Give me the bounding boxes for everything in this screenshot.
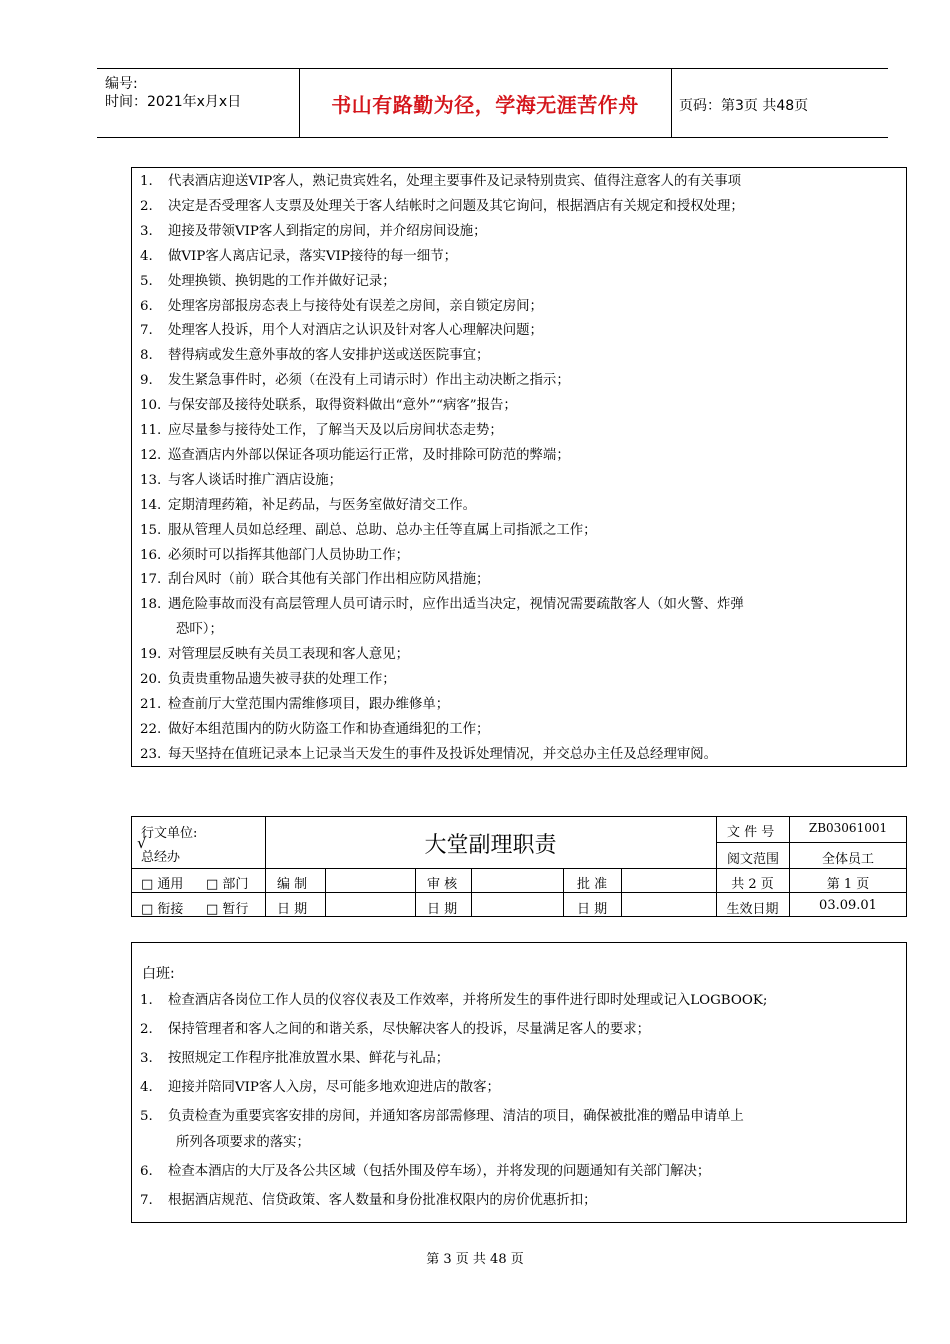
day-shift-item-number: 4. — [140, 1080, 153, 1095]
duty-item-text: 迎接及带领VIP客人到指定的房间，并介绍房间设施； — [168, 223, 487, 239]
duty-item-number: 12. — [140, 447, 162, 463]
day-shift-item-text: 检查本酒店的大厅及各公共区域（包括外围及停车场），并将发现的问题通知有关部门解决； — [168, 1164, 711, 1179]
duty-item — [140, 224, 487, 240]
duty-item-continuation: 恐吓）； — [176, 622, 223, 638]
duty-item-text: 发生紧急事件时，必须（在没有上司请示时）作出主动决断之指示； — [168, 373, 570, 389]
duty-item — [140, 299, 543, 315]
day-shift-item — [140, 1080, 500, 1096]
day-shift-item-text: 保持管理者和客人之间的和谐关系，尽快解决客人的投诉，尽量满足客人的要求； — [168, 1022, 651, 1037]
duty-item-number: 7. — [140, 323, 153, 339]
checkbox-general[interactable]: □ 通用 — [141, 877, 184, 892]
duty-item-text: 代表酒店迎送VIP客人，熟记贵宾姓名，处理主要事件及记录特别贵宾、值得注意客人的有关事项 — [168, 174, 741, 189]
duty-item-number: 3. — [140, 223, 153, 239]
duty-item-number: 19. — [140, 647, 162, 663]
day-shift-item-text: 检查酒店各岗位工作人员的仪容仪表及工作效率，并将所发生的事件进行即时处理或记入LOGBOOK; — [168, 993, 768, 1008]
page-header — [97, 68, 888, 138]
file-no: ZB03061001 — [808, 821, 888, 835]
doc-info-table — [131, 816, 907, 917]
duty-item-text: 做好本组范围内的防火防盗工作和协查通缉犯的工作； — [168, 721, 490, 737]
day-shift-item-text: 迎接并陪同VIP客人入房，尽可能多地欢迎进店的散客； — [168, 1080, 500, 1095]
duty-item — [140, 448, 570, 464]
duty-item-text: 必须时可以指挥其他部门人员协助工作； — [168, 547, 410, 563]
duty-item — [140, 199, 744, 215]
day-shift-item — [140, 1022, 650, 1038]
duty-item-text: 对管理层反映有关员工表现和客人意见； — [168, 647, 410, 663]
day-shift-item-text: 根据酒店规范、信贷政策、客人数量和身份批准权限内的房价优惠折扣； — [168, 1193, 597, 1208]
day-shift-item-text: 按照规定工作程序批准放置水果、鲜花与礼品； — [168, 1051, 450, 1066]
duty-item-number: 6. — [140, 298, 153, 314]
duty-item — [140, 548, 409, 564]
duty-item — [140, 722, 489, 738]
effective-label: 生效日期 — [726, 902, 779, 917]
review-date-label: 日 期 — [427, 902, 458, 917]
duty-item-text: 与客人谈话时推广酒店设施； — [168, 472, 343, 488]
duty-item-number: 14. — [140, 497, 162, 513]
duty-item-number: 4. — [140, 248, 153, 264]
duty-item-text: 与保安部及接待处联系，取得资料做出“意外”“病客”报告； — [168, 398, 517, 414]
day-shift-item-number: 5. — [140, 1109, 153, 1124]
duty-item-number: 16. — [140, 547, 162, 563]
duty-item — [140, 249, 457, 265]
code-label: 编号: — [105, 76, 138, 92]
review-label: 审 核 — [427, 877, 458, 892]
scope-value: 全体员工 — [821, 852, 874, 867]
duty-item-text: 刮台风时（前）联合其他有关部门作出相应防风措施； — [168, 572, 490, 588]
duty-item-text: 巡查酒店内外部以保证各项功能运行正常，及时排除可防范的弊端； — [168, 447, 570, 463]
page-no: 第 1 页 — [826, 877, 870, 892]
checkbox-dept[interactable]: □ 部门 — [206, 877, 249, 892]
duty-item — [140, 697, 449, 713]
motto: 书山有路勤为径，学海无涯苦作舟 — [331, 93, 639, 117]
duty-item — [140, 572, 489, 588]
day-shift-item — [140, 993, 767, 1009]
duty-item — [140, 473, 342, 489]
effective-date: 03.09.01 — [819, 898, 877, 913]
checkbox-link[interactable]: □ 衔接 — [141, 902, 184, 917]
duty-item — [140, 597, 744, 613]
time-label: 时间：2021年x月x日 — [105, 94, 242, 110]
duty-item-number: 22. — [140, 721, 162, 737]
duty-item-text: 处理客房部报房态表上与接待处有误差之房间，亲自锁定房间； — [168, 298, 543, 314]
duty-item — [140, 647, 409, 663]
approve-label: 批 准 — [577, 877, 608, 892]
duty-item-number: 10. — [140, 398, 162, 414]
duty-item — [140, 373, 570, 389]
day-shift-item-number: 1. — [140, 993, 153, 1008]
page-info: 页码：第3页 共48页 — [679, 98, 809, 114]
duty-item — [140, 348, 489, 364]
file-no-label: 文 件 号 — [727, 825, 775, 840]
duty-item — [140, 174, 741, 190]
duty-item-number: 23. — [140, 746, 162, 762]
duty-item-number: 5. — [140, 273, 153, 289]
duty-item-number: 13. — [140, 472, 162, 488]
total-pages: 共 2 页 — [731, 877, 774, 892]
duty-item — [140, 523, 597, 539]
duty-item-text: 做VIP客人离店记录，落实VIP接待的每一细节； — [168, 248, 457, 264]
day-shift-item-number: 7. — [140, 1193, 153, 1208]
day-shift-box — [131, 942, 907, 1223]
unit-value: 总经办 — [141, 850, 181, 865]
check-mark: √ — [137, 834, 147, 852]
duty-item — [140, 672, 396, 688]
page-footer: 第 3 页 共 48 页 — [426, 1252, 524, 1267]
header-right-cell — [671, 69, 888, 137]
duty-item-number: 11. — [140, 423, 162, 438]
duty-item-number: 20. — [140, 672, 162, 687]
duty-item — [140, 274, 396, 290]
duty-item-number: 17. — [140, 572, 162, 588]
duty-item — [140, 747, 717, 763]
day-shift-item-text: 负责检查为重要宾客安排的房间，并通知客房部需修理、清洁的项目，确保被批准的赠品申请单上 — [168, 1109, 744, 1124]
duty-item-number: 18. — [140, 597, 162, 613]
duty-item — [140, 398, 517, 414]
duty-item — [140, 423, 503, 439]
scope-label: 阅文范围 — [727, 852, 780, 867]
header-left-cell — [97, 69, 300, 137]
approve-date-label: 日 期 — [577, 902, 608, 917]
day-shift-item — [140, 1164, 710, 1180]
duty-item-number: 8. — [140, 348, 153, 364]
duty-item-text: 决定是否受理客人支票及处理关于客人结帐时之问题及其它询问，根据酒店有关规定和授权处理； — [168, 198, 744, 214]
duty-item-text: 处理客人投诉，用个人对酒店之认识及针对客人心理解决问题； — [168, 323, 543, 339]
duty-item-number: 15. — [140, 522, 162, 538]
day-shift-item-continuation: 所列各项要求的落实； — [176, 1135, 310, 1150]
duty-item-number: 2. — [140, 198, 153, 214]
doc-title: 大堂副理职责 — [424, 833, 557, 858]
duty-item-text: 应尽量参与接待处工作，了解当天及以后房间状态走势； — [168, 423, 503, 438]
day-shift-item-number: 2. — [140, 1022, 153, 1037]
duty-item-text: 检查前厅大堂范围内需维修项目，跟办维修单； — [168, 696, 450, 712]
day-shift-item — [140, 1109, 744, 1125]
duty-item-text: 每天坚持在值班记录本上记录当天发生的事件及投诉处理情况，并交总办主任及总经理审阅。 — [168, 746, 718, 762]
day-shift-item-number: 3. — [140, 1051, 153, 1066]
duty-item-text: 遇危险事故而没有高层管理人员可请示时，应作出适当决定，视情况需要疏散客人（如火警、炸弹 — [168, 597, 744, 613]
duty-item — [140, 498, 476, 514]
compile-label: 编 制 — [277, 877, 308, 892]
duties-list-box — [131, 167, 907, 767]
duty-item-text: 替得病或发生意外事故的客人安排护送或送医院事宜； — [168, 348, 490, 364]
day-shift-item — [140, 1051, 449, 1067]
duty-item-number: 1. — [140, 174, 153, 189]
duty-item — [140, 323, 543, 339]
header-motto-cell — [299, 69, 672, 137]
day-shift-item — [140, 1193, 597, 1209]
day-shift-title: 白班: — [142, 966, 175, 982]
duty-item-number: 21. — [140, 696, 162, 712]
checkbox-temp[interactable]: □ 暂行 — [206, 902, 249, 917]
unit-label: 行文单位: — [141, 826, 198, 841]
duty-item-number: 9. — [140, 373, 153, 389]
duty-item-text: 定期清理药箱，补足药品，与医务室做好清交工作。 — [168, 497, 476, 513]
duty-item-text: 服从管理人员如总经理、副总、总助、总办主任等直属上司指派之工作； — [168, 522, 597, 538]
day-shift-item-number: 6. — [140, 1164, 153, 1179]
duty-item-text: 处理换锁、换钥匙的工作并做好记录； — [168, 273, 396, 289]
compile-date-label: 日 期 — [277, 902, 308, 917]
duty-item-text: 负责贵重物品遗失被寻获的处理工作； — [168, 672, 396, 687]
